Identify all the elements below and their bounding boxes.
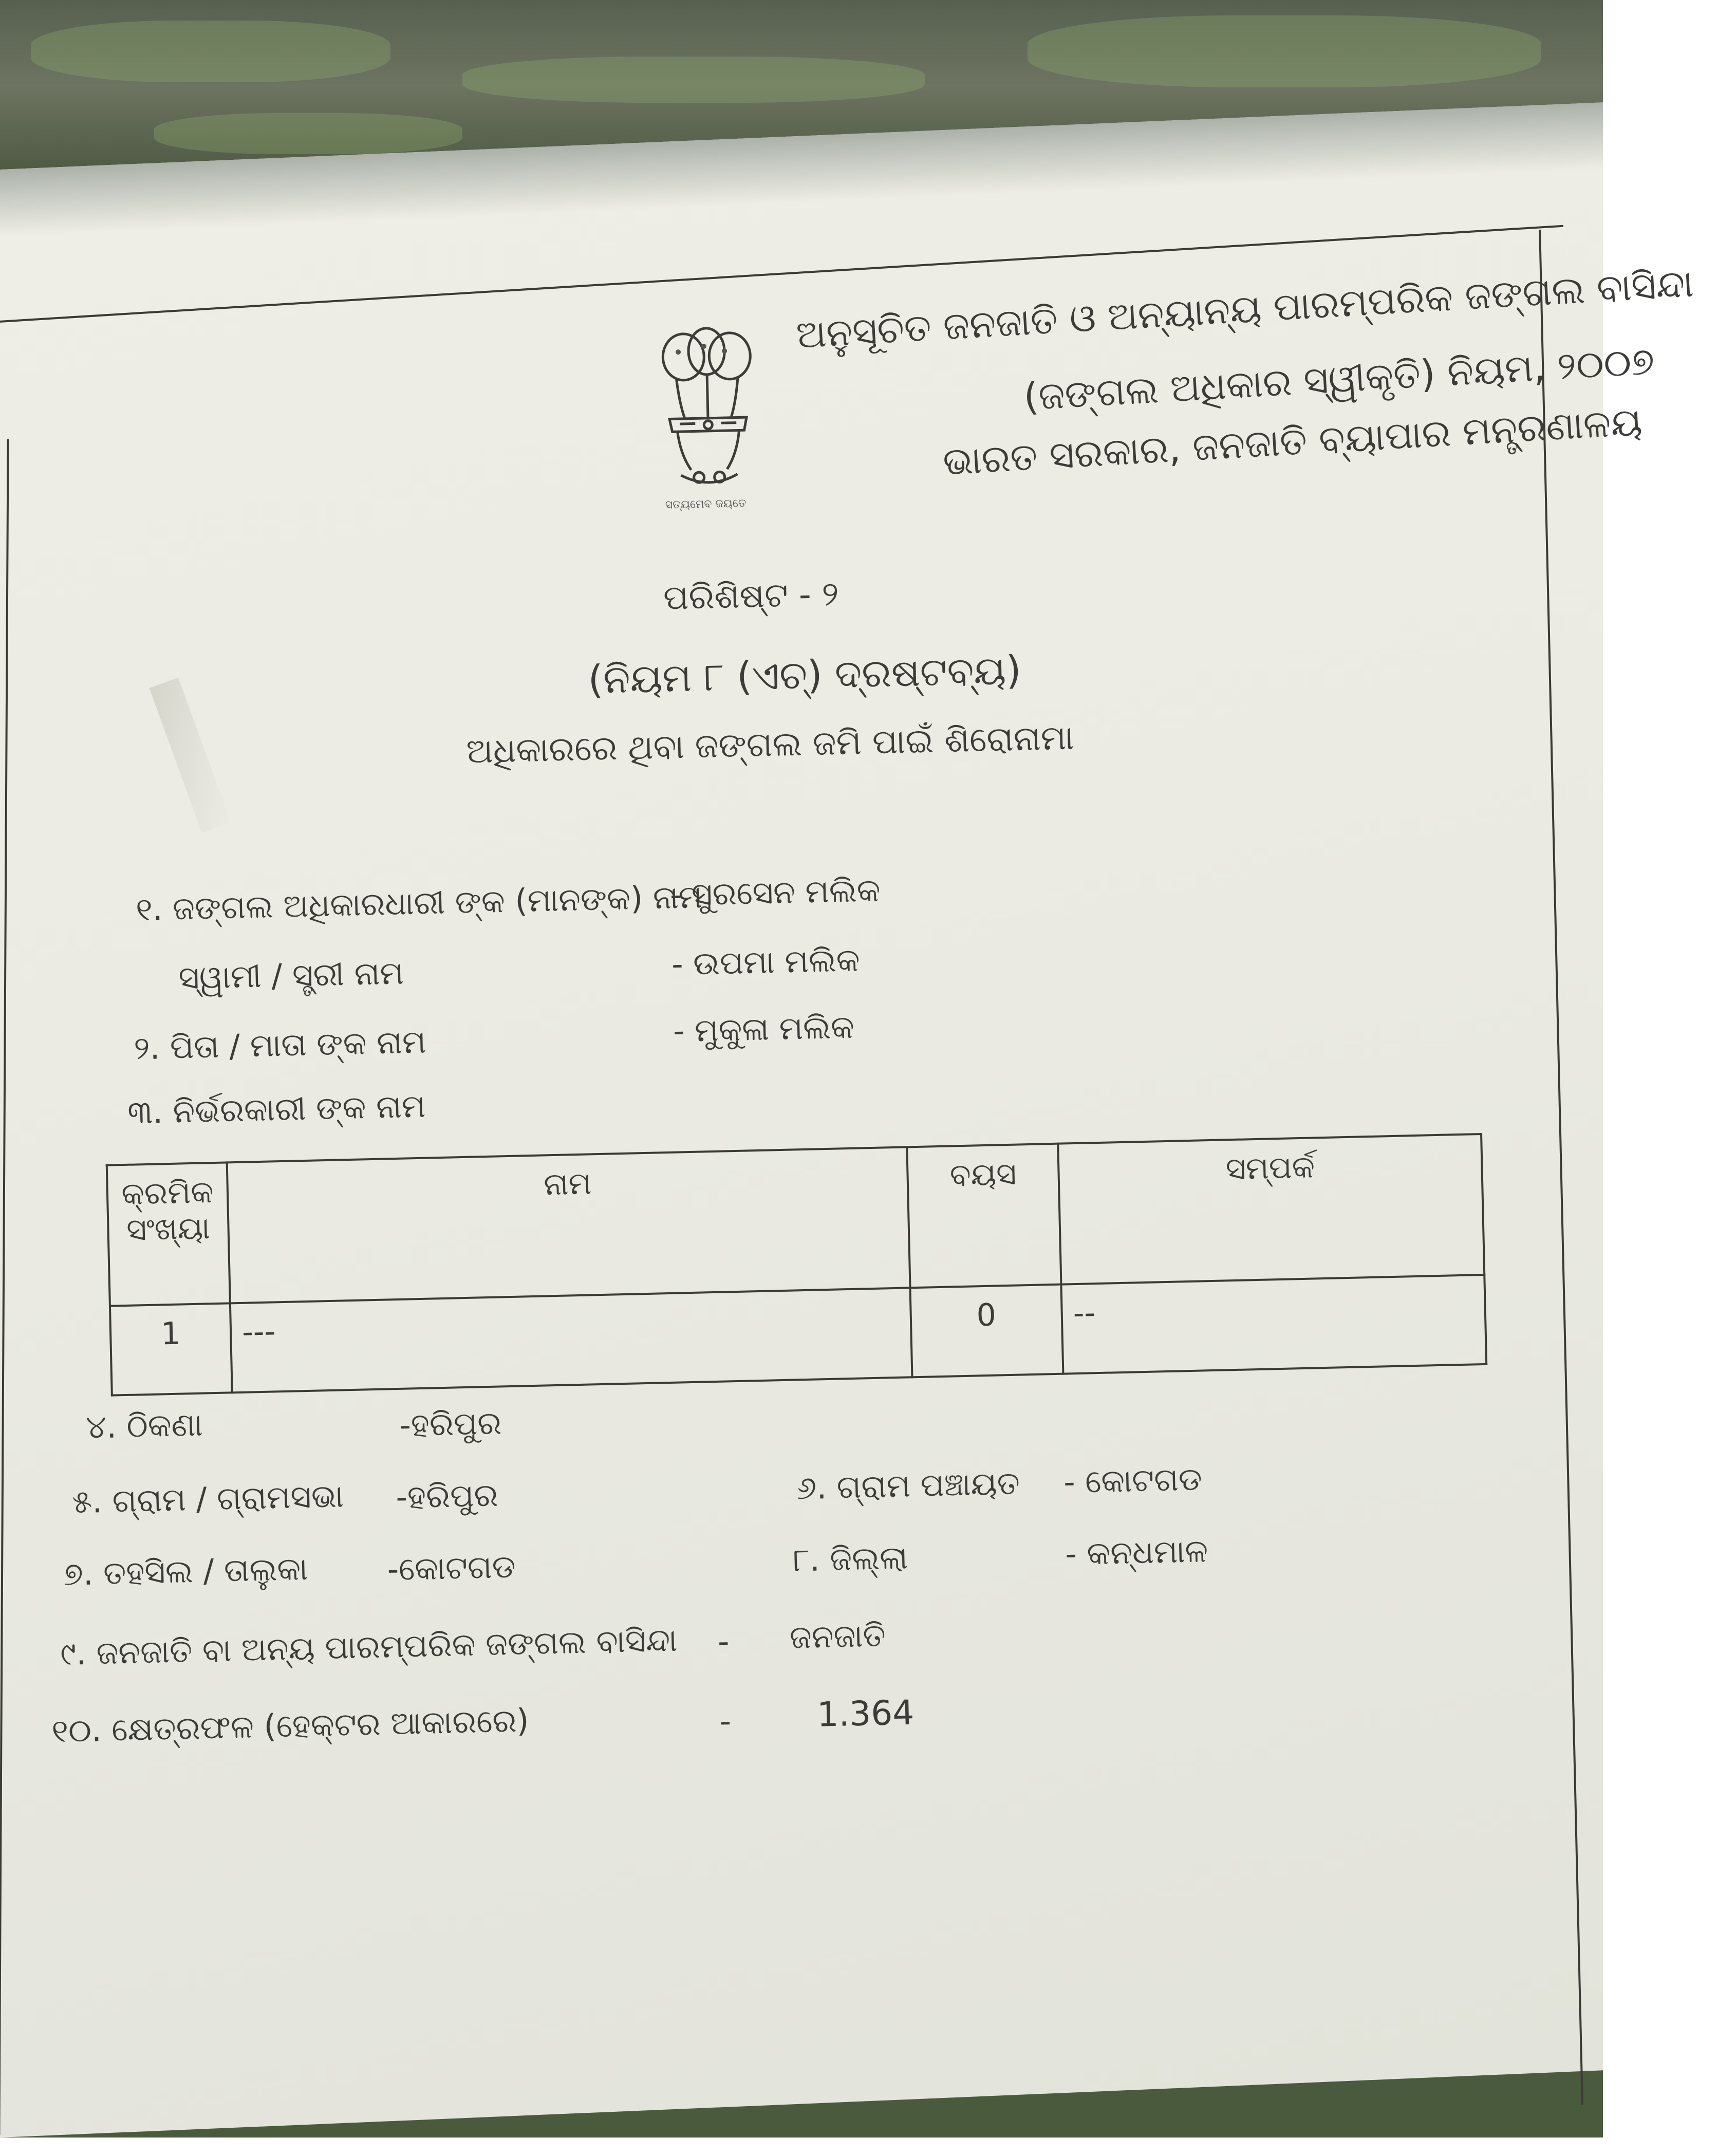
field-community-dash: - xyxy=(717,1622,730,1660)
field-panchayat-value: - କୋଟଗଡ xyxy=(1063,1460,1203,1501)
field-holder-name-label: ୧. ଜଙ୍ଗଲ ଅଧିକାରଧାରୀ ଙ୍କ (ମାନଙ୍କ) ନାମ xyxy=(135,878,703,928)
field-district-value: - କନ୍ଧମାଳ xyxy=(1065,1532,1208,1573)
field-address-label: ୪. ଠିକଣା xyxy=(85,1405,203,1446)
field-area-label: ୧୦. କ୍ଷେତ୍ରଫଳ (ହେକ୍ଟର ଆକାରରେ) xyxy=(51,1701,530,1750)
field-tehsil-value: -କୋଟଗଡ xyxy=(386,1547,516,1588)
header-line-3: ଭାରତ ସରକାର, ଜନଜାତି ବ୍ୟାପାର ମନ୍ତ୍ରଣାଳୟ xyxy=(942,399,1644,485)
field-parent-name-label: ୨. ପିତା / ମାତା ଙ୍କ ନାମ xyxy=(133,1023,427,1067)
document-title: ଅଧିକାରରେ ଥିବା ଜଙ୍ଗଲ ଜମି ପାଇଁ ଶିରୋନାମା xyxy=(465,717,1075,771)
field-dependents-label: ୩. ନିର୍ଭରକାରୀ ଙ୍କ ନାମ xyxy=(127,1087,426,1131)
field-address-value: -ହରିପୁର xyxy=(399,1404,502,1444)
field-community-label: ୯. ଜନଜାତି ବା ଅନ୍ୟ ପାରମ୍ପରିକ ଜଙ୍ଗଲ ବାସିନ୍ଦା xyxy=(60,1621,678,1673)
col-header-relation: ସମ୍ପର୍କ xyxy=(1058,1134,1484,1285)
field-holder-name-value: - ସୁରସେନ ମଲିକ xyxy=(669,871,881,914)
dependents-table xyxy=(106,1133,1488,1397)
col-header-serial: କ୍ରମିକ ସଂଖ୍ୟା xyxy=(107,1162,230,1306)
field-tehsil-label: ୭. ତହସିଲ / ତାଲୁକା xyxy=(63,1550,309,1593)
rule-reference: (ନିୟମ ୮ (ଏଚ୍) ଦ୍ରଷ୍ଟବ୍ୟ) xyxy=(587,647,1022,703)
emblem-caption: ସତ୍ୟମେବ ଜୟତେ xyxy=(665,497,746,512)
field-parent-name-value: - ମୁକୁଳା ମଲିକ xyxy=(673,1008,855,1050)
header-line-1: ଅନୁସୂଚିତ ଜନଜାତି ଓ ଅନ୍ୟାନ୍ୟ ପାରମ୍ପରିକ ଜଙ୍ଗଲ ବାସିନ୍ଦା xyxy=(795,261,1695,358)
header-line-2: (ଜଙ୍ଗଲ ଅଧିକାର ସ୍ୱୀକୃତି) ନିୟମ, ୨୦୦୭ xyxy=(1022,339,1656,420)
annexure-title: ପରିଶିଷ୍ଟ - ୨ xyxy=(663,574,839,618)
field-village-label: ୫. ଗ୍ରାମ / ଗ୍ରାମସଭା xyxy=(71,1477,344,1521)
cell-name: --- xyxy=(230,1288,912,1392)
col-header-name: ନାମ xyxy=(227,1147,910,1303)
field-area-dash: - xyxy=(719,1702,732,1740)
field-community-value: ଜନଜାତି xyxy=(789,1616,886,1656)
field-spouse-name-value: - ଉପମା ମଲିକ xyxy=(671,941,861,983)
field-spouse-name-label: ସ୍ୱାମୀ / ସ୍ତ୍ରୀ ନାମ xyxy=(178,954,404,997)
field-village-value: -ହରିପୁର xyxy=(395,1476,499,1516)
cell-age: 0 xyxy=(910,1285,1063,1378)
cell-relation: -- xyxy=(1061,1275,1486,1374)
col-header-age: ବୟସ xyxy=(907,1144,1061,1288)
frame-right-line xyxy=(1539,230,1583,2105)
field-district-label: ୮. ଜିଲ୍ଲା xyxy=(792,1538,908,1579)
field-area-value: 1.364 xyxy=(816,1693,915,1735)
field-panchayat-label: ୬. ଗ୍ରାମ ପଞ୍ଚାୟତ xyxy=(796,1464,1020,1507)
cell-serial: 1 xyxy=(110,1303,232,1395)
national-emblem-icon xyxy=(647,319,769,507)
